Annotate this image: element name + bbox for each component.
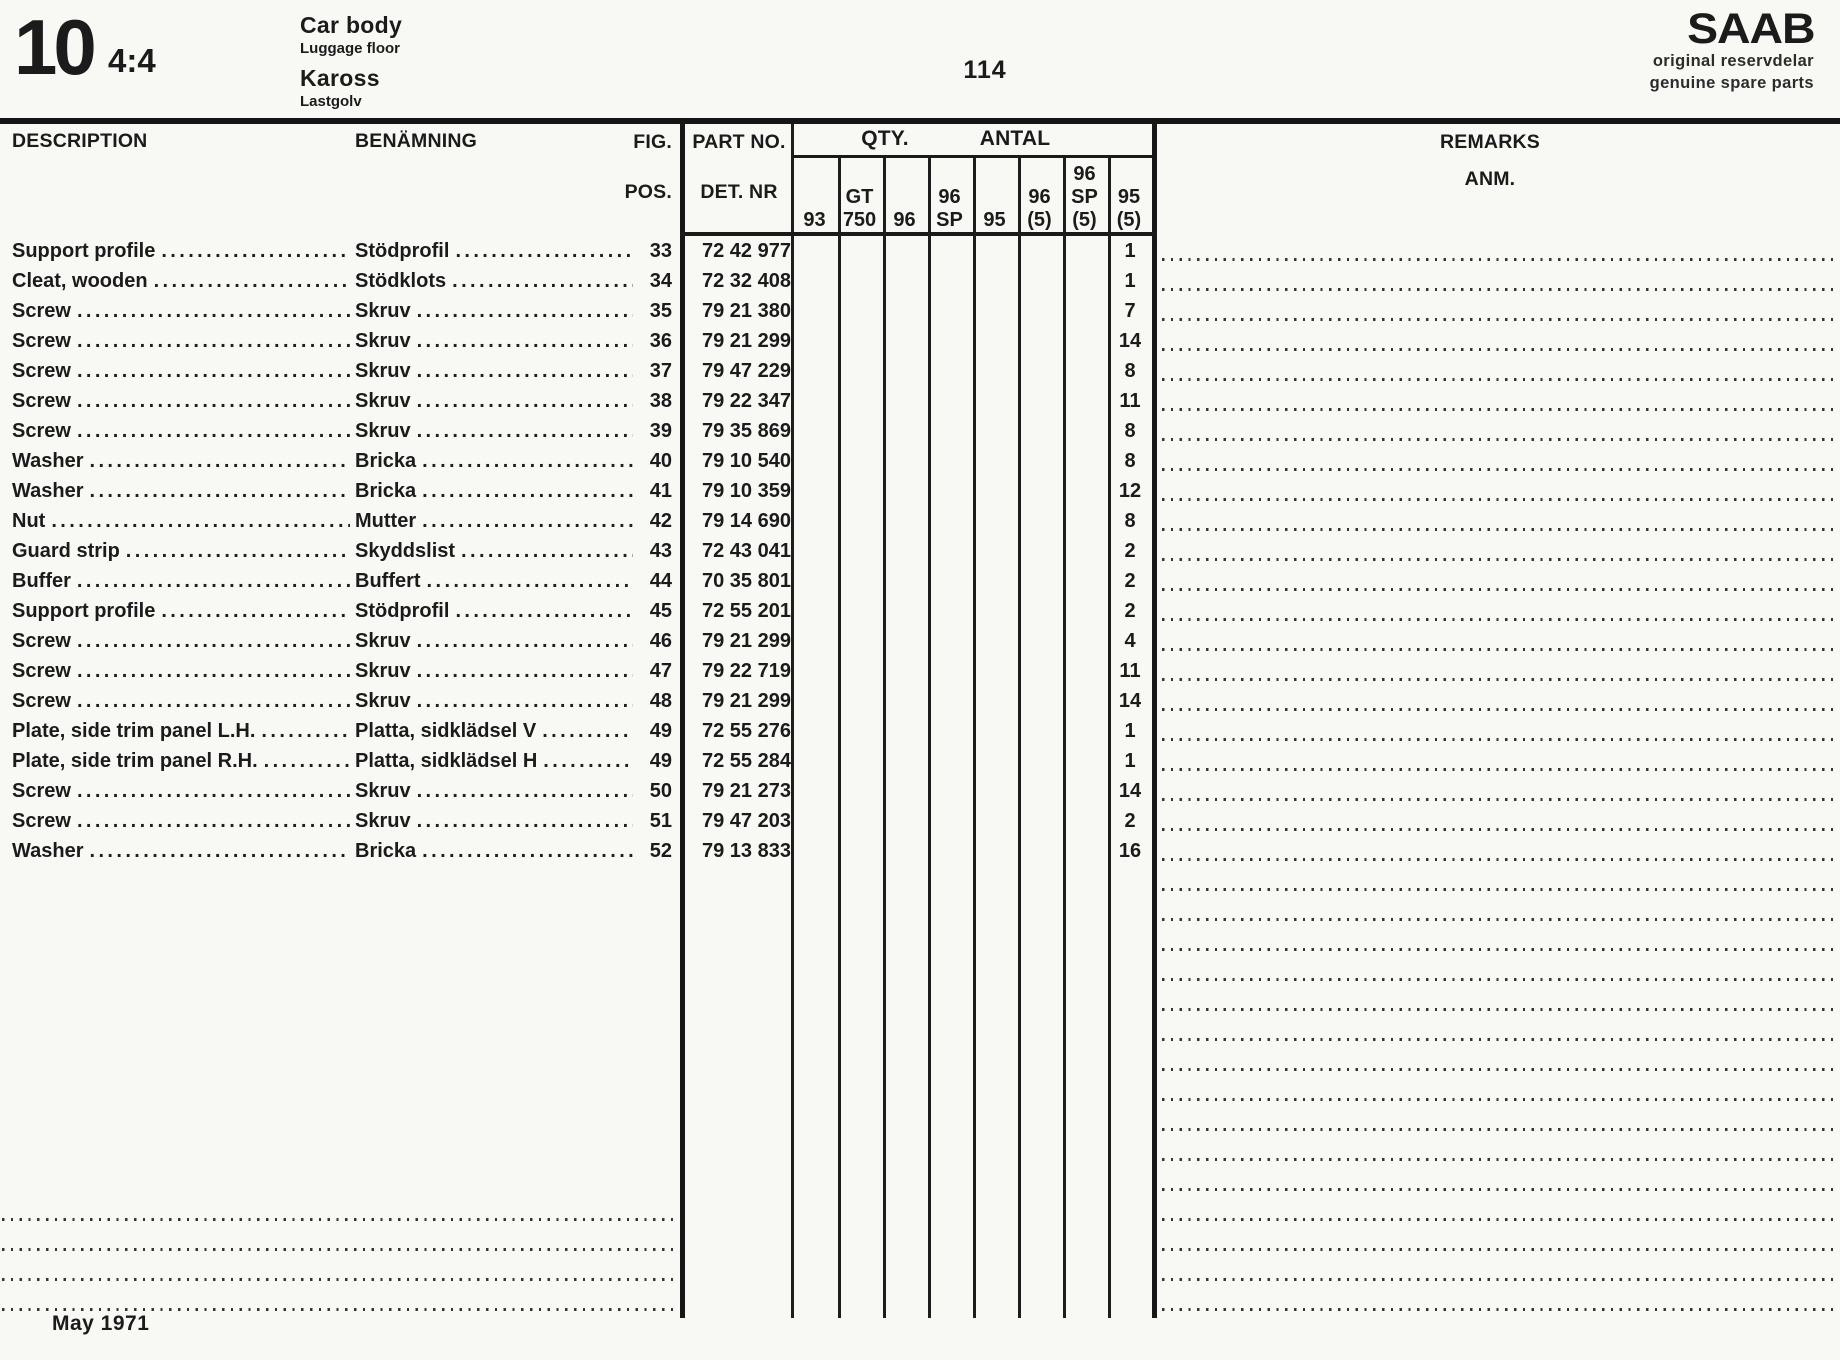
qty-column-header: 96 (5) [1027,186,1052,231]
part-row [0,446,1840,476]
part-benamning: Stödprofil ..... [355,596,633,626]
part-number: 72 43 041 [702,540,791,562]
part-number: 79 22 719 [702,660,791,682]
remarks-dotted-line [1162,948,1834,951]
part-number: 79 21 299 [702,630,791,652]
part-number: 79 14 690 [702,510,791,532]
part-row [0,776,1840,806]
fig-pos: 47 [649,660,672,682]
part-description: Support profile ..... [12,596,350,626]
part-row [0,746,1840,776]
part-benamning: Skruv ..... [355,296,633,326]
part-number: 79 10 540 [702,450,791,472]
part-row [0,716,1840,746]
qty-value: 2 [1124,540,1136,562]
remarks-dotted-line [1162,258,1834,261]
part-description: Guard strip ..... [12,536,350,566]
part-number: 79 21 299 [702,330,791,352]
part-row [0,806,1840,836]
part-row [0,566,1840,596]
remarks-dotted-line [1162,738,1834,741]
remarks-dotted-line [1162,1308,1834,1311]
fill-in-dotted-line [2,1308,676,1311]
dotted-leader [71,566,350,596]
qty-value: 1 [1124,750,1136,772]
dotted-leader [71,296,350,326]
part-number: 72 32 408 [702,270,791,292]
qty-column-header: 96 SP [936,186,963,231]
qty-value: 16 [1118,840,1142,862]
remarks-dotted-line [1162,528,1834,531]
part-benamning: Skruv ..... [355,806,633,836]
remarks-dotted-line [1162,588,1834,591]
part-number: 72 42 977 [702,240,791,262]
part-number: 79 10 359 [702,480,791,502]
fig-pos: 49 [649,720,672,742]
dotted-leader [155,236,350,266]
part-benamning: Skruv ..... [355,626,633,656]
fig-pos: 48 [649,690,672,712]
dotted-leader [45,506,350,536]
dotted-leader [84,836,350,866]
column-header-fig: FIG. [633,131,672,153]
fig-pos: 52 [649,840,672,862]
fig-pos: 37 [649,360,672,382]
fill-in-dotted-line [2,1218,676,1221]
part-benamning: Platta, sidklädsel V ..... [355,716,633,746]
part-benamning: Skruv ..... [355,386,633,416]
column-header-description: DESCRIPTION [12,130,148,152]
part-benamning: Skruv ..... [355,416,633,446]
fig-pos: 46 [649,630,672,652]
part-row [0,686,1840,716]
dotted-leader [71,776,350,806]
remarks-dotted-line [1162,1218,1834,1221]
part-number: 72 55 201 [702,600,791,622]
remarks-dotted-line [1162,1128,1834,1131]
fig-pos: 45 [649,600,672,622]
qty-value: 8 [1124,510,1136,532]
fill-in-dotted-line [2,1248,676,1251]
remarks-dotted-line [1162,378,1834,381]
brand-tagline-sv: original reservdelar [1652,52,1814,70]
saab-logo: SAAB [1686,5,1814,53]
dotted-leader [148,266,350,296]
remarks-dotted-line [1162,618,1834,621]
remarks-dotted-line [1162,558,1834,561]
remarks-dotted-line [1162,678,1834,681]
qty-value: 2 [1124,600,1136,622]
brand-block [1649,5,1814,94]
dotted-leader [155,596,350,626]
qty-column-header: 96 [893,209,916,231]
part-benamning: Bricka ..... [355,476,633,506]
page-number: 114 [963,56,1007,84]
part-number: 72 55 284 [702,750,791,772]
part-description: Plate, side trim panel R.H. ..... [12,746,350,776]
part-description: Screw ..... [12,296,350,326]
part-row [0,296,1840,326]
qty-value: 1 [1124,240,1136,262]
part-benamning: Skruv ..... [355,326,633,356]
part-number: 79 13 833 [702,840,791,862]
part-description: Screw ..... [12,776,350,806]
fig-pos: 41 [649,480,672,502]
part-number: 79 21 380 [702,300,791,322]
qty-column-header: 96 SP (5) [1071,163,1098,231]
part-description: Screw ..... [12,656,350,686]
remarks-dotted-line [1162,708,1834,711]
remarks-dotted-line [1162,348,1834,351]
remarks-dotted-line [1162,438,1834,441]
part-number: 79 47 229 [702,360,791,382]
part-description: Support profile ..... [12,236,350,266]
qty-column-header: 95 (5) [1116,186,1142,231]
remarks-dotted-line [1162,1158,1834,1161]
dotted-leader [71,656,350,686]
part-row [0,416,1840,446]
part-benamning: Mutter ..... [355,506,633,536]
qty-value: 2 [1124,570,1136,592]
qty-value: 1 [1124,270,1136,292]
qty-value: 14 [1118,780,1142,802]
fig-pos: 33 [649,240,672,262]
part-description: Screw ..... [12,626,350,656]
remarks-dotted-line [1162,888,1834,891]
section-number: 10 [14,3,93,91]
remarks-dotted-line [1162,1068,1834,1071]
fig-pos: 39 [649,420,672,442]
part-description: Screw ..... [12,326,350,356]
fig-pos: 38 [649,390,672,412]
remarks-dotted-line [1162,318,1834,321]
dotted-leader [255,716,350,746]
part-row [0,236,1840,266]
part-description: Plate, side trim panel L.H. ..... [12,716,350,746]
part-description: Screw ..... [12,686,350,716]
part-benamning: Bricka ..... [355,446,633,476]
column-header-antal: ANTAL [979,127,1051,150]
part-benamning: Skruv ..... [355,686,633,716]
qty-value: 4 [1124,630,1136,652]
part-benamning: Buffert ..... [355,566,633,596]
fig-pos: 40 [649,450,672,472]
dotted-leader [258,746,350,776]
dotted-leader [71,686,350,716]
dotted-leader [84,476,350,506]
part-row [0,386,1840,416]
part-row [0,656,1840,686]
part-benamning: Stödklots ..... [355,266,633,296]
part-description: Nut ..... [12,506,350,536]
part-row [0,536,1840,566]
fig-pos: 42 [649,510,672,532]
remarks-dotted-line [1162,918,1834,921]
dotted-leader [71,626,350,656]
remarks-dotted-line [1162,1188,1834,1191]
part-description: Screw ..... [12,386,350,416]
part-row [0,626,1840,656]
dotted-leader [71,356,350,386]
dotted-leader [71,806,350,836]
part-row [0,326,1840,356]
part-row [0,836,1840,866]
qty-value: 11 [1119,390,1141,412]
part-row [0,506,1840,536]
fig-pos: 34 [649,270,672,292]
remarks-dotted-line [1162,288,1834,291]
brand-tagline-en: genuine spare parts [1649,74,1814,92]
part-benamning: Bricka ..... [355,836,633,866]
part-description: Washer ..... [12,836,350,866]
part-benamning: Skyddslist ..... [355,536,633,566]
remarks-dotted-line [1162,1098,1834,1101]
fig-pos: 35 [649,300,672,322]
fig-pos: 44 [649,570,672,592]
part-number: 72 55 276 [702,720,791,742]
column-header-remarks: REMARKS [1440,131,1540,153]
remarks-dotted-line [1162,1278,1834,1281]
qty-value: 14 [1118,690,1142,712]
column-header-anm: ANM. [1464,168,1516,190]
qty-column-header: 95 [983,209,1006,231]
dotted-leader [120,536,350,566]
dotted-leader [71,386,350,416]
qty-value: 7 [1124,300,1136,322]
dotted-leader [71,416,350,446]
section-ref: 4:4 [108,42,156,79]
column-header-det-nr: DET. NR [700,181,778,203]
fig-pos: 51 [649,810,672,832]
qty-value: 8 [1124,360,1136,382]
part-number: 70 35 801 [702,570,791,592]
part-description: Buffer ..... [12,566,350,596]
fig-pos: 36 [649,330,672,352]
remarks-dotted-line [1162,798,1834,801]
part-row [0,356,1840,386]
qty-value: 8 [1124,450,1136,472]
remarks-dotted-line [1162,498,1834,501]
fig-pos: 50 [649,780,672,802]
subtitle-sv: Lastgolv [300,93,362,110]
remarks-dotted-line [1162,768,1834,771]
fig-pos: 43 [649,540,672,562]
qty-value: 14 [1118,330,1142,352]
qty-column-header: 93 [803,209,826,231]
part-description: Screw ..... [12,416,350,446]
part-benamning: Skruv ..... [355,776,633,806]
remarks-dotted-line [1162,828,1834,831]
part-benamning: Platta, sidklädsel H ..... [355,746,633,776]
remarks-dotted-line [1162,468,1834,471]
column-header-pos: POS. [624,181,672,203]
remarks-dotted-line [1162,978,1834,981]
part-description: Washer ..... [12,476,350,506]
part-benamning: Stödprofil ..... [355,236,633,266]
part-number: 79 22 347 [702,390,791,412]
remarks-dotted-line [1162,1008,1834,1011]
title-sv: Kaross [300,65,380,91]
remarks-dotted-line [1162,648,1834,651]
subtitle-en: Luggage floor [300,40,400,57]
part-row [0,476,1840,506]
part-number: 79 21 273 [702,780,791,802]
qty-value: 2 [1124,810,1136,832]
column-header-qty: QTY. [861,127,909,150]
qty-value: 1 [1124,720,1136,742]
column-header-benamning: BENÄMNING [355,130,478,152]
part-description: Cleat, wooden ..... [12,266,350,296]
part-number: 79 35 869 [702,420,791,442]
top-rule [0,118,1840,124]
part-description: Washer ..... [12,446,350,476]
title-en: Car body [300,12,403,38]
part-number: 79 21 299 [702,690,791,712]
remarks-dotted-line [1162,408,1834,411]
part-benamning: Skruv ..... [355,656,633,686]
remarks-dotted-line [1162,1038,1834,1041]
remarks-dotted-line [1162,1248,1834,1251]
part-description: Screw ..... [12,356,350,386]
part-row [0,596,1840,626]
part-number: 79 47 203 [702,810,791,832]
qty-column-header: GT 750 [842,186,877,231]
part-row [0,266,1840,296]
part-description: Screw ..... [12,806,350,836]
qty-value: 8 [1124,420,1136,442]
dotted-leader [84,446,350,476]
footer-date: May 1971 [52,1312,150,1335]
qty-value: 11 [1119,660,1141,682]
dotted-leader [71,326,350,356]
column-header-part-no: PART NO. [692,131,786,153]
part-benamning: Skruv ..... [355,356,633,386]
fig-pos: 49 [649,750,672,772]
fill-in-dotted-line [2,1278,676,1281]
remarks-dotted-line [1162,858,1834,861]
qty-value: 12 [1118,480,1142,502]
title-block [300,12,402,110]
